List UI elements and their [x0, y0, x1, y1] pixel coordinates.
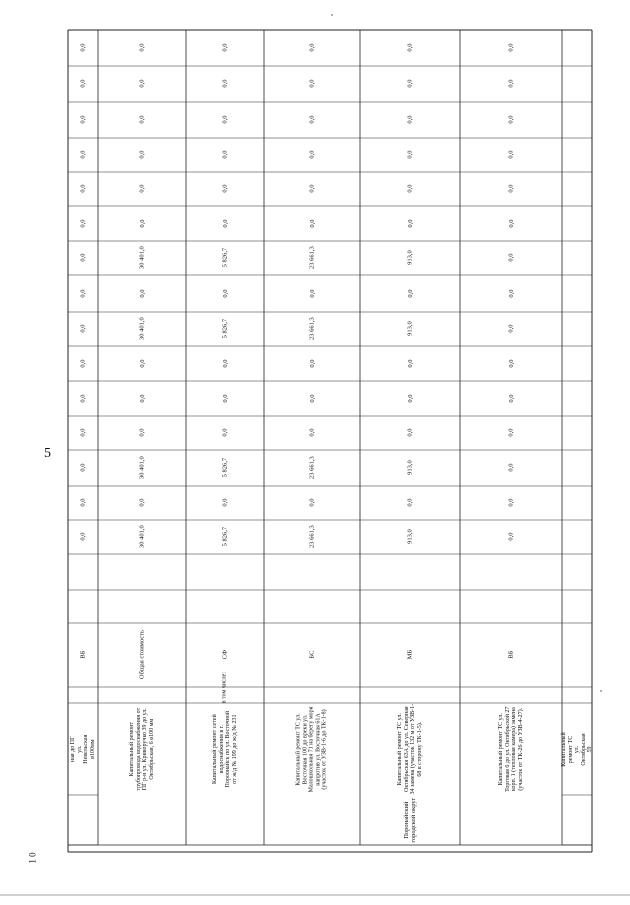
- value-cell: 0,0: [79, 150, 87, 160]
- value-cell: 0,0: [79, 324, 87, 334]
- value-cell: 913,0: [406, 321, 414, 337]
- value-cell: 0,0: [507, 43, 515, 53]
- value-cell: 30 401,0: [138, 525, 146, 549]
- value-cell: 0,0: [79, 43, 87, 53]
- source-cell: БС: [308, 650, 316, 660]
- value-cell: 0,0: [406, 43, 414, 53]
- value-cell: 0,0: [138, 150, 146, 160]
- value-cell: 913,0: [406, 529, 414, 545]
- value-cell: 0,0: [406, 498, 414, 508]
- value-cell: 0,0: [507, 532, 515, 542]
- source-cell: ВБ: [507, 650, 515, 660]
- value-cell: 5 826,7: [221, 458, 229, 478]
- value-cell: 0,0: [138, 43, 146, 53]
- value-cell: 0,0: [406, 428, 414, 438]
- value-cell: 0,0: [308, 428, 316, 438]
- value-cell: 0,0: [138, 498, 146, 508]
- value-cell: 0,0: [406, 359, 414, 368]
- value-cell: 5 826,7: [221, 527, 229, 547]
- value-cell: 0,0: [507, 428, 515, 438]
- value-cell: 0,0: [79, 359, 87, 368]
- scan-speck: [331, 14, 333, 16]
- description-cell: Капитальный ремонт сетей водоснабжения в г. Пороонайск по ул. Восточной от ж/д № 199 до ж/д № 231: [211, 710, 238, 788]
- description-cell: Капитальный ремонт трубопровода водоснабжения от ПГ р-н ул. Криворучко 39 до ул. Октябрьская, 6 ø100 мм: [128, 707, 155, 791]
- value-cell: 0,0: [507, 219, 515, 228]
- source-cell: ВБ: [79, 650, 87, 660]
- value-cell: 23 661,3: [308, 246, 316, 270]
- value-cell: 0,0: [308, 184, 316, 194]
- value-cell: 0,0: [406, 394, 414, 403]
- category-cell: в том числе:: [221, 671, 228, 703]
- value-cell: 0,0: [221, 498, 229, 508]
- value-cell: 0,0: [79, 428, 87, 438]
- value-cell: 0,0: [308, 498, 316, 508]
- value-cell: 0,0: [308, 115, 316, 125]
- value-cell: 23 661,3: [308, 456, 316, 480]
- scan-speck: [600, 690, 602, 692]
- value-cell: 0,0: [79, 394, 87, 403]
- value-cell: 30 401,0: [138, 317, 146, 341]
- value-cell: 0,0: [138, 359, 146, 368]
- value-cell: 0,0: [79, 219, 87, 228]
- value-cell: 5 826,7: [221, 319, 229, 339]
- description-cell: ная до ПГ ул. Невельская ø100мм: [69, 734, 96, 764]
- value-cell: 0,0: [308, 79, 316, 89]
- source-cell: СФ: [221, 650, 229, 660]
- value-cell: 5 826,7: [221, 248, 229, 268]
- value-cell: 23 661,3: [308, 317, 316, 341]
- value-cell: 0,0: [308, 219, 316, 228]
- page-number: 5: [44, 446, 51, 461]
- value-cell: 0,0: [406, 219, 414, 228]
- value-cell: 30 401,0: [138, 456, 146, 480]
- description-cell: Капитальный ремонт ТС ул. Восточная 100 до вреки ул. Малошкольная 71 на берегу моря напротив ул. Восточная 61А (участок от УЗВ-1-6 до ТК-1-8): [295, 706, 328, 792]
- value-cell: 0,0: [221, 150, 229, 160]
- value-cell: 0,0: [79, 79, 87, 89]
- value-cell: 0,0: [406, 150, 414, 160]
- value-cell: 0,0: [507, 324, 515, 334]
- value-cell: 0,0: [79, 253, 87, 263]
- value-cell: 0,0: [308, 394, 316, 403]
- value-cell: 0,0: [406, 115, 414, 125]
- value-cell: 0,0: [221, 115, 229, 125]
- value-cell: 0,0: [507, 498, 515, 508]
- value-cell: 0,0: [507, 394, 515, 403]
- value-cell: 913,0: [406, 250, 414, 266]
- district-cell: Поронайский городской округ: [402, 797, 417, 843]
- value-cell: 913,0: [406, 460, 414, 476]
- source-cell: Общая стоимость: [138, 630, 146, 680]
- value-cell: 0,0: [221, 359, 229, 368]
- value-cell: 0,0: [406, 79, 414, 89]
- value-cell: 0,0: [507, 253, 515, 263]
- value-cell: 0,0: [308, 43, 316, 53]
- value-cell: 0,0: [507, 115, 515, 125]
- value-cell: 0,0: [79, 463, 87, 473]
- value-cell: 0,0: [221, 79, 229, 89]
- value-cell: 0,0: [406, 184, 414, 194]
- value-cell: 0,0: [507, 463, 515, 473]
- value-cell: 0,0: [507, 359, 515, 368]
- bottom-row-number: 1 0: [28, 852, 38, 864]
- value-cell: 0,0: [138, 394, 146, 403]
- scan-edge-line: [0, 894, 630, 896]
- value-cell: 0,0: [406, 289, 414, 298]
- value-cell: 0,0: [138, 79, 146, 89]
- value-cell: 0,0: [221, 394, 229, 403]
- rotated-budget-table: [68, 30, 592, 852]
- source-cell: МБ: [406, 650, 414, 660]
- value-cell: 0,0: [79, 532, 87, 542]
- value-cell: 0,0: [79, 184, 87, 194]
- value-cell: 0,0: [221, 219, 229, 228]
- value-cell: 0,0: [308, 359, 316, 368]
- value-cell: 0,0: [138, 219, 146, 228]
- value-cell: 0,0: [138, 115, 146, 125]
- value-cell: 23 661,3: [308, 525, 316, 549]
- value-cell: 0,0: [79, 115, 87, 125]
- value-cell: 0,0: [507, 79, 515, 89]
- value-cell: 0,0: [308, 289, 316, 298]
- value-cell: 0,0: [221, 428, 229, 438]
- tail-description-cell: Капитальный ремонт ТС ул. Октябрьская 59: [560, 731, 593, 767]
- value-cell: 0,0: [138, 428, 146, 438]
- description-cell: Капитальный ремонт ТС ул. Октябрьская 63А до ул. Северная 34 замена (участок 132 м от УЗВ-1-68 в сторону ТК-1-5).: [396, 703, 423, 795]
- value-cell: 30 401,0: [138, 246, 146, 270]
- value-cell: 0,0: [221, 43, 229, 53]
- value-cell: 0,0: [79, 498, 87, 508]
- value-cell: 0,0: [138, 289, 146, 298]
- value-cell: 0,0: [221, 289, 229, 298]
- value-cell: 0,0: [79, 289, 87, 298]
- value-cell: 0,0: [221, 184, 229, 194]
- value-cell: 0,0: [308, 150, 316, 160]
- value-cell: 0,0: [138, 184, 146, 194]
- value-cell: 0,0: [507, 184, 515, 194]
- value-cell: 0,0: [507, 289, 515, 298]
- description-cell: Капитальный ремонт ТС ул. Торговая 6 до ул. Октябрьской 27 корп. 1 (тепловая камера) замена (участок от ТК-26 до УЗВ-4-27).: [497, 706, 524, 792]
- value-cell: 0,0: [507, 150, 515, 160]
